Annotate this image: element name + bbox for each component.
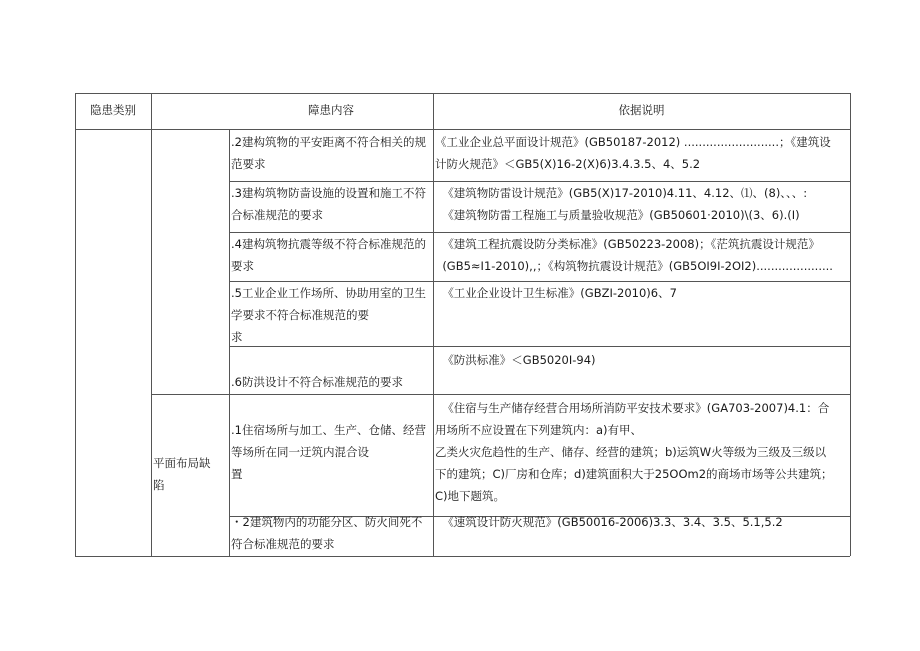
basis-7: 《速筑设计防火规范》(GB50016-2006)3.3、3.4、3.5、5.1,5.2 <box>435 515 783 529</box>
table-border-top <box>75 93 850 94</box>
basis-4: 《工业企业设计卫生标准》(GBZI-2010)6、7 <box>435 286 677 300</box>
basis-5: 《防洪标准》＜GB5020I-94) <box>435 353 596 367</box>
column-divider-1 <box>151 93 152 556</box>
hazard-content-3: .4建构筑物抗震等级不符合标准规范的 要求 <box>231 237 426 273</box>
header-category: 隐患类别 <box>90 103 136 117</box>
category-layout-defect: 平面布局缺 陷 <box>153 456 211 492</box>
hazard-content-5: .6防洪设计不符合标准规范的要求 <box>231 375 403 389</box>
header-content: 障患内容 <box>308 103 354 117</box>
column-divider-2 <box>229 129 230 556</box>
table-border-right <box>850 93 851 556</box>
table-border-left <box>75 93 76 556</box>
hazard-content-7: ・2建筑物内的功能分区、防火间死不 符合标准规范的要求 <box>231 515 423 551</box>
basis-3: 《建筑工程抗震设防分类标准》(GB50223-2008)；《茫筑抗震设计规范》 (GB5≈I1-2010),,；《构筑物抗震设计规范》(GB5OI9I-2OI2)..................... <box>442 237 833 273</box>
basis-1: 《工业企业总平面设计规范》(GB50187-2012) ..........................；《建筑设 计防火规范》＜GB5(X)16-2(X)6)3.4.3.5、4、5.2 <box>435 135 831 171</box>
table-border-bottom <box>75 556 850 557</box>
basis-6: 《住宿与生产储存经营合用场所消防平安技术要求》(GA703-2007)4.1：合 用场所不应设置在下列建筑内：a)有甲、 乙类火灾危趋性的生产、储存、经营的建筑；b)运筑W火等级为三级及三级以 下的建筑；C)厂房和仓库；d)建筑面积大于25OOm2的商场市场等公共建筑； C)地下题筑。 <box>435 401 833 503</box>
group-divider <box>151 394 850 395</box>
hazard-content-2: .3建构筑物防啬设施的设置和施工不符 合标准规范的要求 <box>231 186 426 222</box>
basis-2: 《建筑物防雷设计规范》(GB5(X)17-2010)4.11、4.12、⑴、(8)、、、: 《建筑物防雷工程施工与质量验收规范》(GB50601·2010)\(3、6).(I) <box>442 186 808 222</box>
header-divider <box>75 129 850 130</box>
hazard-table <box>75 93 850 556</box>
hazard-content-6: .1住宿场所与加工、生产、仓储、经营 等场所在同一迂筑内混合设 置 <box>231 423 426 481</box>
hazard-content-4: .5工业企业工作场所、协助用室的卫生 学要求不符合标准规范的要 求 <box>231 286 426 344</box>
header-basis: 依据说明 <box>618 103 665 117</box>
hazard-content-1: .2建构筑物的平安距离不符合相关的规 范要求 <box>231 135 426 171</box>
column-divider-3 <box>433 93 434 556</box>
